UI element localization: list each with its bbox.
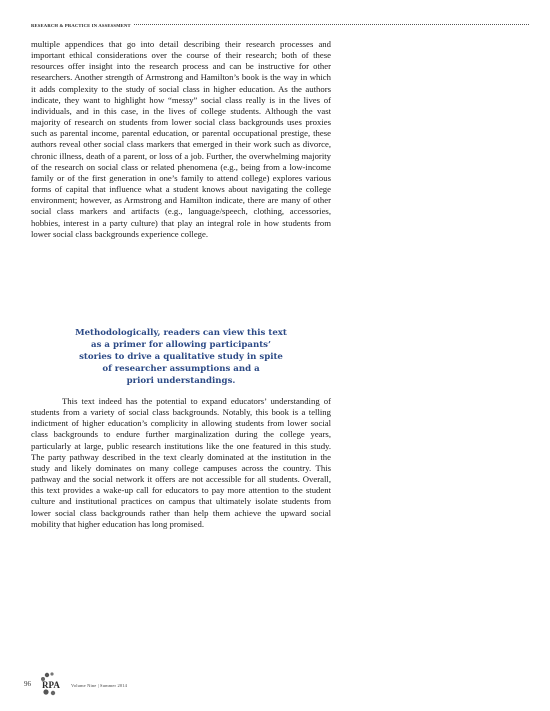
running-title: RESEARCH & PRACTICE IN ASSESSMENT: [31, 23, 131, 28]
body-column-bottom: [31, 396, 331, 530]
rpa-logo-icon: [37, 671, 67, 697]
pull-quote: Methodologically, readers can view this text as a primer for allowing participants’ stories to drive a qualitative study in spite of researcher assumptions and a priori understandings.: [75, 328, 287, 387]
issue-info: Volume Nine | Summer 2014: [71, 682, 128, 688]
svg-text:RPA: RPA: [42, 680, 60, 690]
running-header: [31, 23, 529, 28]
header-dotted-rule: [134, 24, 529, 25]
paragraph-1: multiple appendices that go into detail describing their research processes and important ethical considerations over the course of their research; both of these resources offer insight into the research process and can be instructive for other researchers. Another strength of Armstrong and Hamilton’s book is the way in which it adds complexity to the study of social class in higher education. As the authors indicate, they want to highlight how “messy” social class really is in the lives of individuals, and in this case, in the lives of college students. Although the vast majority of research on students from lower social class backgrounds uses proxies such as parental income, parental education, or parental occupational prestige, these authors reveal other social class markers that emerged in their work such as divorce, chronic illness, death of a parent, or loss of a job. Further, the overwhelming majority of the research on social class or related phenomena (e.g., being from a low-income family or of the first generation in one’s family to attend college) explores various forms of capital that influence what a student knows about navigating the college environment; however, as Armstrong and Hamilton indicate, there are many of other social class markers and artifacts (e.g., language/speech, clothing, accessories, hobbies, interest in a party culture) that play an integral role in how students from lower social class backgrounds experience college.: [31, 39, 331, 239]
paragraph-2: This text indeed has the potential to expand educators’ understanding of students from a variety of social class backgrounds. Notably, this book is a telling indictment of higher education’s complicity in allowing students from lower social class backgrounds to endure further marginalization during the college years, particularly at large, public research institutions like the one featured in this study. The party pathway described in the text clearly dominated at the institution in the study and likely dominates on many college campuses across the country. This pathway and the social network it offers are not accessible for all students. Overall, this text provides a wake-up call for educators to pay more attention to the student culture and institutional practices on campus that ultimately isolate students from lower social class backgrounds rather than help them achieve the upward social mobility that higher education has long promised.: [31, 396, 331, 529]
page-footer: [24, 671, 127, 697]
body-column-top: [31, 39, 331, 240]
page-number: 96: [24, 680, 31, 688]
